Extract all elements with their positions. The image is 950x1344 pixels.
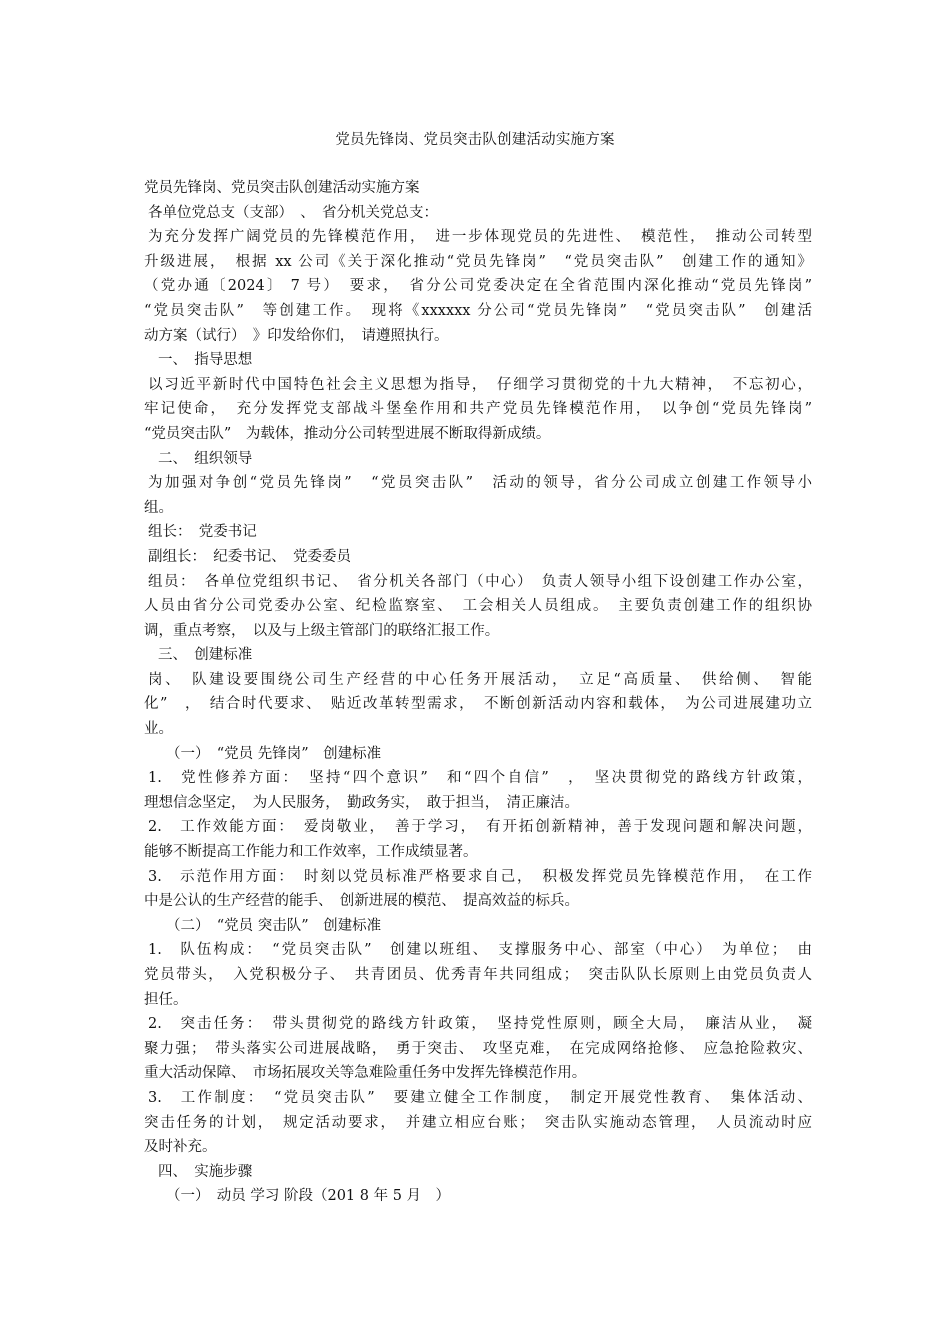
- text-line: 党员先锋岗、党员突击队创建活动实施方案: [144, 180, 420, 196]
- text-line: 业。: [144, 721, 173, 738]
- text-line: 调，重点考察， 以及与上级主管部门的联络汇报工作。: [144, 622, 500, 639]
- text-line: 能够不断提高工作能力和工作效率，工作成绩显著。: [144, 844, 478, 861]
- text-line: 副组长： 纪委书记、 党委委员: [148, 548, 351, 565]
- paragraph: [144, 815, 812, 864]
- paragraph: [144, 373, 812, 447]
- text-line: 党员带头， 入党积极分子、 共青团员、优秀青年共同组成； 突击队队长原则上由党员负责人: [144, 967, 812, 983]
- paragraph: [144, 447, 812, 472]
- document-title: 党员先锋岗、党员突击队创建活动实施方案: [335, 132, 615, 148]
- text-line: 担任。: [144, 991, 188, 1008]
- text-line: 理想信念坚定， 为人民服务， 勤政务实， 敢于担当， 清正廉洁。: [144, 794, 579, 811]
- paragraph: [144, 1184, 812, 1209]
- paragraph: [144, 1086, 812, 1160]
- text-line: （二） “党员 突击队” 创建标准: [166, 917, 382, 934]
- text-line: （一） 动员 学习 阶段（201 8 年 5 月 ）: [166, 1188, 451, 1205]
- paragraph: [144, 176, 812, 201]
- text-line: 中是公认的生产经营的能手、 创新进展的模范、 提高效益的标兵。: [144, 893, 579, 910]
- text-line: 重大活动保障、 市场拓展攻关等急难险重任务中发挥先锋模范作用。: [144, 1065, 587, 1082]
- paragraph: [144, 865, 812, 914]
- text-line: 1. 队伍构成： “党员突击队” 创建以班组、 支撑服务中心、部室（中心） 为单位； 由: [148, 942, 812, 959]
- paragraph: [144, 545, 812, 570]
- text-line: 2. 工作效能方面： 爱岗敬业， 善于学习， 有开拓创新精神，善于发现问题和解决问题，: [148, 819, 812, 836]
- text-line: 以习近平新时代中国特色社会主义思想为指导， 仔细学习贯彻党的十九大精神， 不忘初心，: [148, 376, 812, 393]
- text-line: 2. 突击任务： 带头贯彻党的路线方针政策， 坚持党性原则，顾全大局， 廉洁从业， 凝: [148, 1016, 812, 1033]
- text-line: 组员： 各单位党组织书记、 省分机关各部门（中心） 负责人领导小组下设创建工作办公室，: [148, 573, 812, 590]
- paragraph: [144, 914, 812, 939]
- text-line: （党办通〔2024〕 7 号） 要求， 省分公司党委决定在全省范围内深化推动“党员先锋岗”: [144, 278, 812, 295]
- text-line: 3. 工作制度： “党员突击队” 要建立健全工作制度， 制定开展党性教育、 集体活动、: [148, 1089, 812, 1106]
- text-line: 1. 党性修养方面： 坚持“四个意识” 和“四个自信” ， 坚决贯彻党的路线方针政策，: [148, 770, 812, 787]
- text-line: 为加强对争创“党员先锋岗” “党员突击队” 活动的领导，省分公司成立创建工作领导小: [148, 475, 812, 492]
- text-line: 各单位党总支（支部） 、 省分机关党总支：: [148, 204, 438, 221]
- text-line: 动方案（试行） 》印发给你们， 请遵照执行。: [144, 327, 449, 344]
- text-line: 化” ， 结合时代要求、 贴近改革转型需求， 不断创新活动内容和载体， 为公司进展建功立: [144, 696, 812, 713]
- paragraph: [144, 201, 812, 226]
- text-line: 组。: [144, 499, 173, 516]
- text-line: 牢记使命， 充分发挥党支部战斗堡垒作用和共产党员先锋模范作用， 以争创“党员先锋岗”: [144, 401, 812, 418]
- paragraph: [144, 1160, 812, 1185]
- paragraph: [144, 1012, 812, 1086]
- paragraph: [144, 570, 812, 644]
- paragraph: [144, 668, 812, 742]
- paragraph: [144, 742, 812, 767]
- paragraph: [144, 471, 812, 520]
- text-line: 四、 实施步骤: [158, 1163, 253, 1180]
- paragraph: [144, 520, 812, 545]
- paragraph: [144, 225, 812, 348]
- text-line: “党员突击队” 等创建工作。 现将《xxxxxx 分公司“党员先锋岗” “党员突击队” 创建活: [144, 302, 812, 319]
- text-line: 三、 创建标准: [158, 647, 253, 664]
- paragraph: [144, 938, 812, 1012]
- text-line: 为充分发挥广阔党员的先锋模范作用， 进一步体现党员的先进性、 模范性， 推动公司转型: [148, 229, 812, 246]
- text-line: 突击任务的计划， 规定活动要求， 并建立相应台账； 突击队实施动态管理， 人员流动时应: [144, 1114, 812, 1131]
- paragraph: [144, 766, 812, 815]
- text-line: 升级进展， 根据 xx 公司《关于深化推动“党员先锋岗” “党员突击队” 创建工作的通知》: [144, 253, 812, 270]
- text-line: 人员由省分公司党委办公室、纪检监察室、 工会相关人员组成。 主要负责创建工作的组织协: [144, 598, 812, 615]
- paragraph: [144, 348, 812, 373]
- text-line: 组长： 党委书记: [148, 524, 257, 541]
- text-line: 聚力强； 带头落实公司进展战略， 勇于突击、 攻坚克难， 在完成网络抢修、 应急抢险救灾、: [144, 1040, 812, 1057]
- text-line: 一、 指导思想: [158, 352, 253, 369]
- paragraph: [144, 643, 812, 668]
- text-line: （一） “党员 先锋岗” 创建标准: [166, 745, 382, 762]
- text-line: 二、 组织领导: [158, 450, 253, 467]
- text-line: 3. 示范作用方面： 时刻以党员标准严格要求自己， 积极发挥党员先锋模范作用， 在工作: [148, 868, 812, 885]
- text-line: 岗、 队建设要围绕公司生产经营的中心任务开展活动， 立足“高质量、 供给侧、 智能: [148, 671, 812, 688]
- text-line: 及时补充。: [144, 1139, 217, 1156]
- text-line: “党员突击队” 为载体，推动分公司转型进展不断取得新成绩。: [144, 425, 551, 442]
- document-body: [144, 176, 812, 1209]
